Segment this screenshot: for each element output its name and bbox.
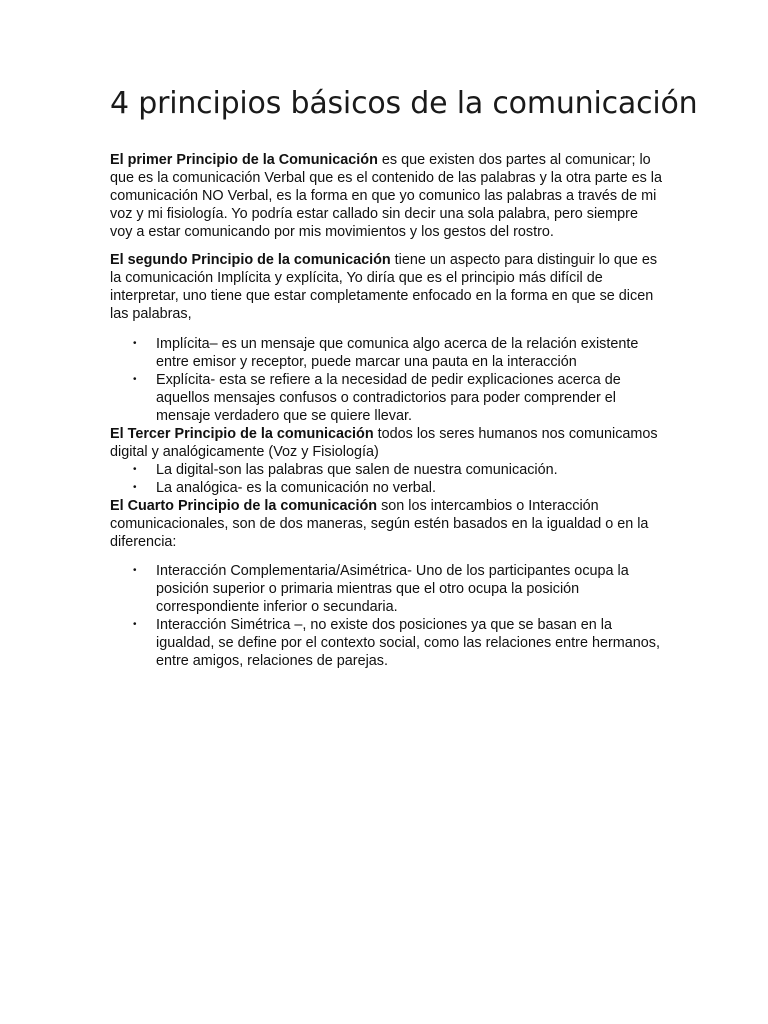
list-item-text: La analógica- es la comunicación no verbal.: [156, 480, 436, 496]
list-item: [110, 562, 662, 616]
principle-1-heading: El primer Principio de la Comunicación: [110, 152, 378, 168]
principle-2-list: [110, 335, 662, 425]
bullet-icon: •: [133, 619, 137, 630]
list-item: [110, 479, 662, 497]
principle-4-text: son los intercambios o Interacción comunicacionales, son de dos maneras, según estén basados en la igualdad o en la diferencia:: [110, 498, 649, 550]
bullet-icon: •: [133, 464, 137, 475]
list-item: [110, 335, 662, 371]
principle-4-heading: El Cuarto Principio de la comunicación: [110, 498, 378, 514]
list-item: [110, 371, 662, 425]
principle-3-list: [110, 461, 662, 497]
list-item-text: Implícita– es un mensaje que comunica algo acerca de la relación existente entre emisor y receptor, puede marcar una pauta en la interacción: [156, 336, 639, 370]
bullet-icon: •: [133, 338, 137, 349]
principle-1-text: es que existen dos partes al comunicar; lo que es la comunicación Verbal que es el contenido de las palabras y la otra parte es la comunicación NO Verbal, es la forma en que yo comunico las palabras a través de mi voz y mi fisiología. Yo podría estar callado sin decir una sola palabra, pero siempre voy a estar comunicando por mis movimientos y los gestos del rostro.: [110, 152, 662, 240]
principle-2-paragraph: [110, 251, 662, 323]
document-title: 4 principios básicos de la comunicación: [110, 86, 698, 121]
principle-3-heading: El Tercer Principio de la comunicación: [110, 426, 374, 442]
principle-2-text: tiene un aspecto para distinguir lo que es la comunicación Implícita y explícita, Yo diría que es el principio más difícil de interpretar, uno tiene que estar completamente enfocado en la forma en que se dicen las palabras,: [110, 252, 658, 322]
list-item-text: La digital-son las palabras que salen de nuestra comunicación.: [156, 462, 558, 478]
principle-3-paragraph: [110, 425, 662, 461]
list-item: [110, 616, 662, 670]
document-page: [110, 84, 698, 670]
list-item: [110, 461, 662, 479]
bullet-icon: •: [133, 374, 137, 385]
list-item-text: Interacción Complementaria/Asimétrica- Uno de los participantes ocupa la posición superior o primaria mientras que el otro ocupa la posición correspondiente inferior o secundaria.: [156, 563, 629, 615]
list-item-text: Interacción Simétrica –, no existe dos posiciones ya que se basan en la igualdad, se define por el contexto social, como las relaciones entre hermanos, entre amigos, relaciones de parejas.: [156, 617, 660, 669]
principle-2-heading: El segundo Principio de la comunicación: [110, 252, 391, 268]
principle-3-text: todos los seres humanos nos comunicamos digital y analógicamente (Voz y Fisiología): [110, 426, 658, 460]
list-item-text: Explícita- esta se refiere a la necesidad de pedir explicaciones acerca de aquellos mensajes confusos o contradictorios para poder comprender el mensaje verdadero que se quiere llevar.: [156, 372, 621, 424]
bullet-icon: •: [133, 482, 137, 493]
principle-1-paragraph: [110, 151, 662, 241]
principle-4-paragraph: [110, 497, 662, 551]
principle-4-list: [110, 562, 662, 670]
bullet-icon: •: [133, 565, 137, 576]
